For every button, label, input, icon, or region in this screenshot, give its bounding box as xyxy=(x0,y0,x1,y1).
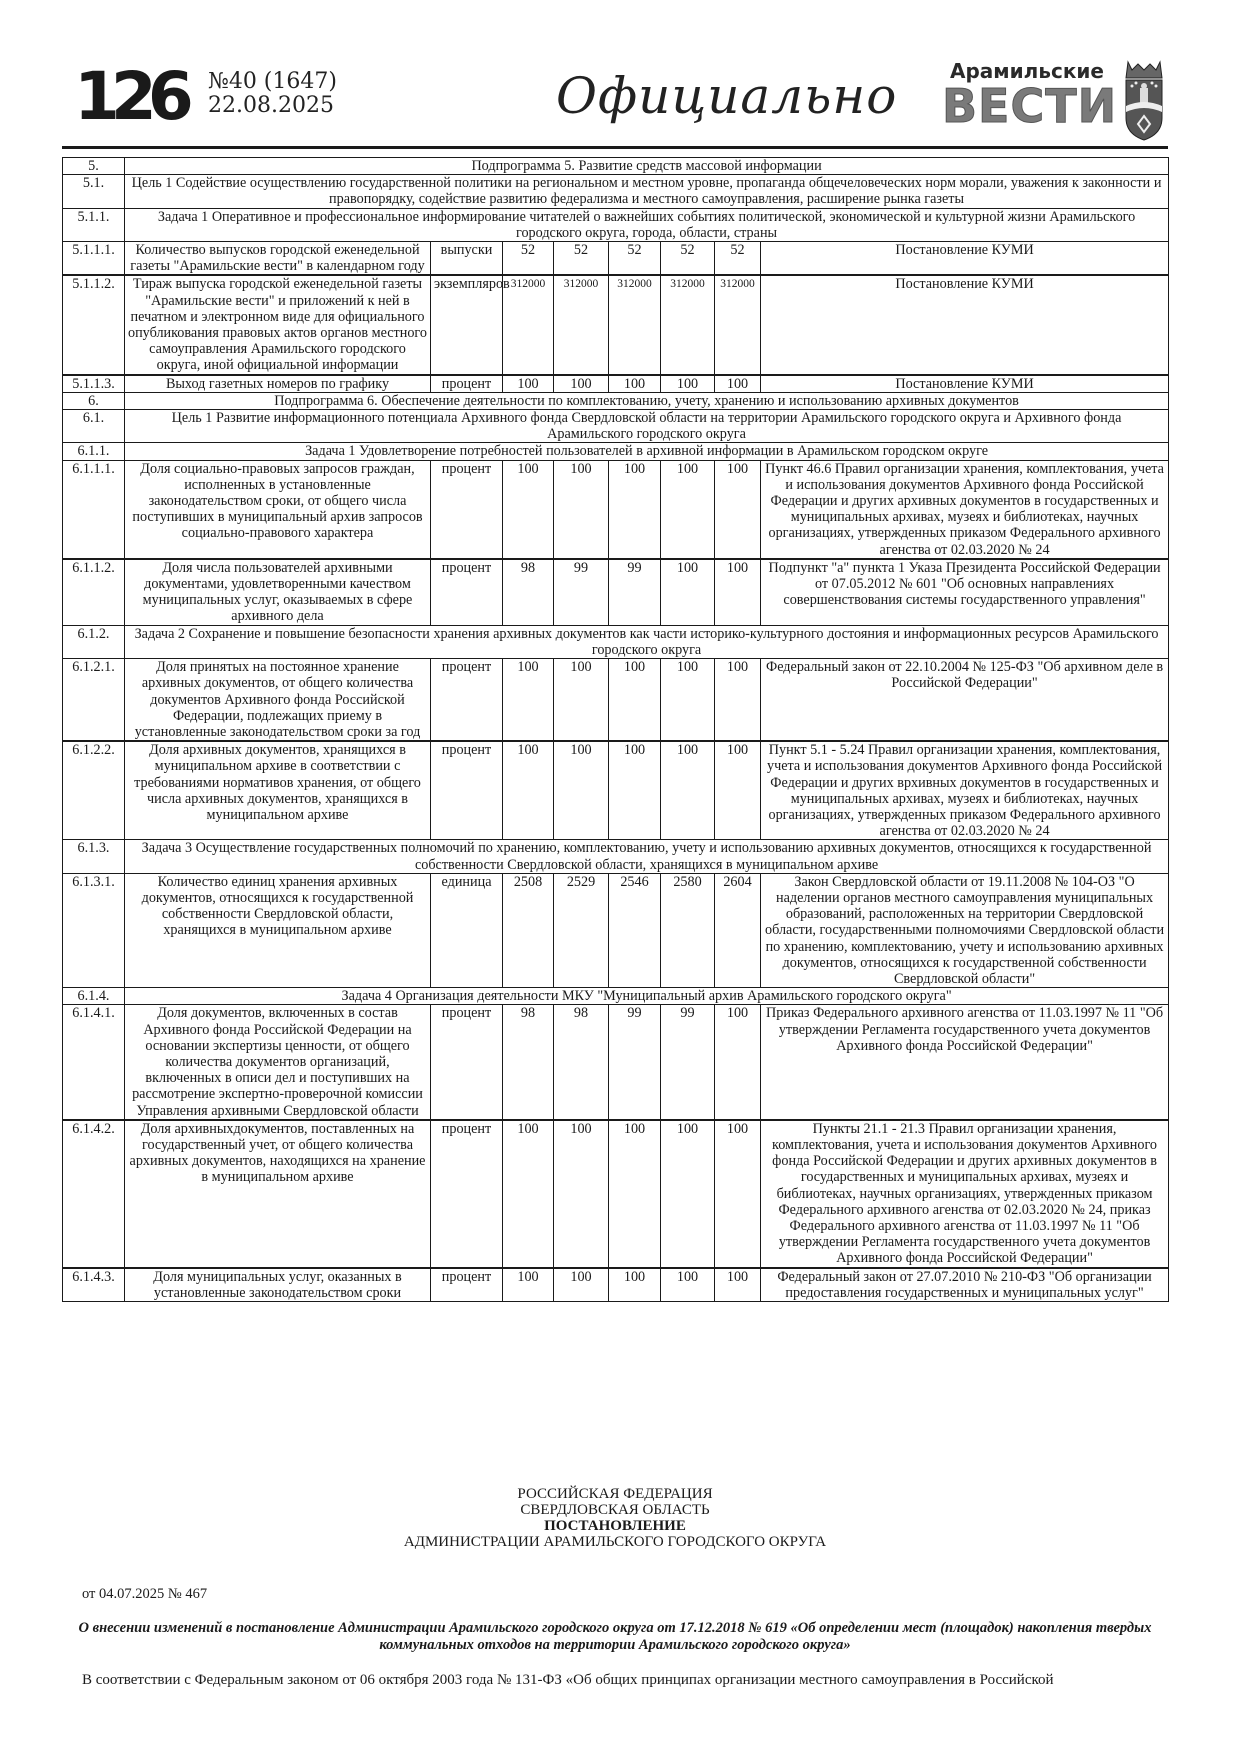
legal-basis: Пункт 46.6 Правил организации хранения, комплектования, учета и использования документов Архивного фонда Российской Федерации и других архивных документов в государственных и муниципальных архивах, музеях и библиотеках, научных организациях, утвержденных приказом Федерального архивного агенства от 02.03.2020 № 24 xyxy=(761,460,1169,559)
value-cell: 99 xyxy=(554,559,609,625)
row-number: 6.1.3.1. xyxy=(63,873,125,987)
row-number: 6.1.4.2. xyxy=(63,1120,125,1268)
legal-basis: Федеральный закон от 22.10.2004 № 125-ФЗ "Об архивном деле в Российской Федерации" xyxy=(761,659,1169,742)
table-row xyxy=(63,1268,1169,1302)
table-row xyxy=(63,375,1169,393)
value-cell: 100 xyxy=(661,741,715,840)
row-number: 6.1.1. xyxy=(63,443,125,460)
value-cell: 100 xyxy=(609,375,661,393)
coat-of-arms-icon xyxy=(1122,60,1166,142)
indicators-table xyxy=(62,157,1169,1302)
decree-body: В соответствии с Федеральным законом от 06 октября 2003 года № 131-ФЗ «Об общих принципах организации местного самоуправления в Российской xyxy=(82,1672,1054,1688)
section-title: Официально xyxy=(556,67,898,125)
value-cell: 100 xyxy=(503,659,554,742)
section-row xyxy=(63,988,1169,1005)
legal-basis: Постановление КУМИ xyxy=(761,242,1169,276)
indicator-description: Тираж выпуска городской еженедельной газеты "Арамильские вести" и приложений к ней в печатном и электронном виде для официального опубликования правовых актов органов местного самоуправления Арамильского городского округа, иной официальной информации xyxy=(125,275,431,374)
row-number: 5.1.1.3. xyxy=(63,375,125,393)
table-row xyxy=(63,741,1169,840)
value-cell: 2508 xyxy=(503,873,554,987)
row-number: 5.1.1. xyxy=(63,208,125,241)
page-number: 126 xyxy=(74,58,185,135)
value-cell: 100 xyxy=(661,460,715,559)
unit-cell: процент xyxy=(431,741,503,840)
section-heading: Задача 1 Оперативное и профессиональное информирование читателей о важнейших событиях политической, экономической и культурной жизни Арамильского городского округа, города, области, страны xyxy=(125,208,1169,241)
row-number: 5.1.1.1. xyxy=(63,242,125,276)
header-rule xyxy=(62,146,1168,149)
section-heading: Подпрограмма 5. Развитие средств массовой информации xyxy=(125,158,1169,175)
row-number: 6.1.2. xyxy=(63,625,125,658)
unit-cell: процент xyxy=(431,1005,503,1120)
indicator-description: Выход газетных номеров по графику xyxy=(125,375,431,393)
row-number: 6.1.3. xyxy=(63,840,125,873)
unit-cell: процент xyxy=(431,559,503,625)
logo-main-text: ВЕСТИ xyxy=(942,79,1118,133)
value-cell: 100 xyxy=(554,1268,609,1302)
value-cell: 100 xyxy=(661,559,715,625)
section-row xyxy=(63,625,1169,658)
value-cell: 98 xyxy=(554,1005,609,1120)
value-cell: 2529 xyxy=(554,873,609,987)
issue-date: 22.08.2025 xyxy=(208,93,334,118)
table-row xyxy=(63,275,1169,374)
table-row xyxy=(63,1120,1169,1268)
value-cell: 100 xyxy=(609,460,661,559)
value-cell: 100 xyxy=(554,460,609,559)
indicator-description: Доля принятых на постоянное хранение архивных документов, от общего количества документов Архивного фонда Российской Федерации, подлежащих приему в установленные законодательством сроки за год xyxy=(125,659,431,742)
row-number: 5.1.1.2. xyxy=(63,275,125,374)
table-row xyxy=(63,460,1169,559)
value-cell: 100 xyxy=(503,1268,554,1302)
section-heading: Задача 3 Осуществление государственных полномочий по хранению, комплектованию, учету и использованию архивных документов, относящихся к государственной собственности Свердловской области, хранящихся в муниципальном архиве xyxy=(125,840,1169,873)
table-row xyxy=(63,873,1169,987)
legal-basis: Федеральный закон от 27.07.2010 № 210-ФЗ "Об организации предоставления государственных и муниципальных услуг" xyxy=(761,1268,1169,1302)
value-cell: 312000 xyxy=(715,275,761,374)
unit-cell: процент xyxy=(431,1268,503,1302)
value-cell: 100 xyxy=(554,659,609,742)
decree-subject: О внесении изменений в постановление Администрации Арамильского городского округа от 17.12.2018 № 619 «Об определении мест (площадок) накопления твердых коммунальных отходов на территории Арамильского городского округа» xyxy=(78,1620,1152,1653)
section-row xyxy=(63,158,1169,175)
row-number: 6.1.1.1. xyxy=(63,460,125,559)
value-cell: 100 xyxy=(715,659,761,742)
value-cell: 312000 xyxy=(609,275,661,374)
section-heading: Задача 2 Сохранение и повышение безопасности хранения архивных документов как части историко-культурного достояния и информационных ресурсов Арамильского городского округа xyxy=(125,625,1169,658)
value-cell: 99 xyxy=(609,1005,661,1120)
section-heading: Цель 1 Развитие информационного потенциала Архивного фонда Свердловской области на территории Арамильского городского округа и Архивного фонда Арамильского городского округа xyxy=(125,410,1169,443)
unit-cell: единица xyxy=(431,873,503,987)
table-body xyxy=(63,158,1169,1302)
value-cell: 52 xyxy=(661,242,715,276)
value-cell: 100 xyxy=(503,1120,554,1268)
value-cell: 100 xyxy=(503,460,554,559)
value-cell: 100 xyxy=(715,375,761,393)
masthead xyxy=(62,48,1168,146)
legal-basis: Приказ Федерального архивного агенства от 11.03.1997 № 11 "Об утверждении Регламента государственного учета документов Архивного фонда Российской Федерации" xyxy=(761,1005,1169,1120)
value-cell: 98 xyxy=(503,1005,554,1120)
value-cell: 100 xyxy=(661,1120,715,1268)
row-number: 6.1.2.2. xyxy=(63,741,125,840)
value-cell: 100 xyxy=(661,1268,715,1302)
legal-basis: Закон Свердловской области от 19.11.2008 № 104-ОЗ "О наделении органов местного самоуправления муниципальных образований, расположенных на территории Свердловской области, государственными полномочиями Свердловской области по хранению, комплектованию, учету и использованию архивных документов, относящихся к государственной собственности Свердловской области" xyxy=(761,873,1169,987)
row-number: 5. xyxy=(63,158,125,175)
value-cell: 52 xyxy=(554,242,609,276)
issue-number: №40 (1647) xyxy=(208,69,337,94)
row-number: 6.1.4. xyxy=(63,988,125,1005)
section-heading: Цель 1 Содействие осуществлению государственной политики на региональном и местном уровне, пропаганда общечеловеческих норм морали, уважения к законности и правопорядку, содействие развитию федерализма и местного самоуправления, расширение рынка газеты xyxy=(125,175,1169,208)
value-cell: 99 xyxy=(609,559,661,625)
value-cell: 100 xyxy=(503,741,554,840)
row-number: 5.1. xyxy=(63,175,125,208)
indicator-description: Доля муниципальных услуг, оказанных в установленные законодательством сроки xyxy=(125,1268,431,1302)
decree-header xyxy=(62,1486,1168,1550)
table-row xyxy=(63,659,1169,742)
value-cell: 52 xyxy=(609,242,661,276)
unit-cell: процент xyxy=(431,1120,503,1268)
value-cell: 100 xyxy=(503,375,554,393)
value-cell: 99 xyxy=(661,1005,715,1120)
value-cell: 100 xyxy=(715,460,761,559)
legal-basis: Подпункт "а" пункта 1 Указа Президента Российской Федерации от 07.05.2012 № 601 "Об основных направлениях совершенствования системы государственного управления" xyxy=(761,559,1169,625)
legal-basis: Пункт 5.1 - 5.24 Правил организации хранения, комплектования, учета и использования документов Архивного фонда Российской Федерации и других врхивных документов в государственных и муниципальных архивах, музеях и библиотеках, научных организациях, утвержденных приказом Федерального архивного агенства от 02.03.2020 № 24 xyxy=(761,741,1169,840)
value-cell: 2604 xyxy=(715,873,761,987)
value-cell: 100 xyxy=(609,1120,661,1268)
legal-basis: Пункты 21.1 - 21.3 Правил организации хранения, комплектования, учета и использования документов Архивного фонда Российской Федерации и других архивных документов в государственных и муниципальных архивах, музеях и библиотеках, научных организациях, утвержденных приказом Федерального архивного агенства от 02.03.2020 № 24, приказ Федерального архивного агенства от 11.03.1997 № 11 "Об утверждении Регламента государственного учета документов Архивного фонда Российской Федерации" xyxy=(761,1120,1169,1268)
row-number: 6. xyxy=(63,392,125,409)
issue-info xyxy=(208,70,337,118)
value-cell: 100 xyxy=(609,659,661,742)
row-number: 6.1. xyxy=(63,410,125,443)
table-row xyxy=(63,1005,1169,1120)
row-number: 6.1.1.2. xyxy=(63,559,125,625)
value-cell: 100 xyxy=(715,1120,761,1268)
value-cell: 52 xyxy=(503,242,554,276)
section-row xyxy=(63,208,1169,241)
value-cell: 100 xyxy=(715,741,761,840)
unit-cell: экземпляров xyxy=(431,275,503,374)
section-row xyxy=(63,443,1169,460)
indicator-description: Доля архивныхдокументов, поставленных на государственный учет, от общего количества архивных документов, находящихся на хранение в муниципальном архиве xyxy=(125,1120,431,1268)
row-number: 6.1.2.1. xyxy=(63,659,125,742)
table-row xyxy=(63,242,1169,276)
value-cell: 100 xyxy=(554,741,609,840)
row-number: 6.1.4.3. xyxy=(63,1268,125,1302)
indicator-description: Количество единиц хранения архивных документов, относящихся к государственной собственности Свердловской области, хранящихся в муниципальном архиве xyxy=(125,873,431,987)
value-cell: 100 xyxy=(554,1120,609,1268)
newspaper-logo xyxy=(942,59,1118,133)
decree-authority: АДМИНИСТРАЦИИ АРАМИЛЬСКОГО ГОРОДСКОГО ОКРУГА xyxy=(403,1534,827,1550)
legal-basis: Постановление КУМИ xyxy=(761,275,1169,374)
value-cell: 100 xyxy=(715,1005,761,1120)
row-number: 6.1.4.1. xyxy=(63,1005,125,1120)
value-cell: 100 xyxy=(661,659,715,742)
section-row xyxy=(63,840,1169,873)
value-cell: 312000 xyxy=(503,275,554,374)
section-heading: Подпрограмма 6. Обеспечение деятельности по комплектованию, учету, хранению и использованию архивных документов xyxy=(125,392,1169,409)
section-heading: Задача 1 Удовлетворение потребностей пользователей в архивной информации в Арамильском городском округе xyxy=(125,443,1169,460)
value-cell: 52 xyxy=(715,242,761,276)
indicator-description: Доля архивных документов, хранящихся в муниципальном архиве в соответствии с требованиями нормативов хранения, от общего числа архивных документов, хранящихся в муниципальном архиве xyxy=(125,741,431,840)
decree-region: СВЕРДЛОВСКАЯ ОБЛАСТЬ xyxy=(520,1502,710,1518)
unit-cell: процент xyxy=(431,460,503,559)
value-cell: 100 xyxy=(554,375,609,393)
indicator-description: Доля числа пользователей архивными документами, удовлетворенными качеством муниципальных услуг, оказываемых в сфере архивного дела xyxy=(125,559,431,625)
indicator-description: Доля социально-правовых запросов граждан, исполненных в установленные законодательством сроки, от общего числа поступивших в муниципальный архив запросов социально-правового характера xyxy=(125,460,431,559)
unit-cell: процент xyxy=(431,659,503,742)
value-cell: 2580 xyxy=(661,873,715,987)
value-cell: 100 xyxy=(715,1268,761,1302)
unit-cell: процент xyxy=(431,375,503,393)
section-row xyxy=(63,392,1169,409)
unit-cell: выпуски xyxy=(431,242,503,276)
decree-type: ПОСТАНОВЛЕНИЕ xyxy=(544,1518,686,1534)
section-row xyxy=(63,410,1169,443)
logo-top-text: Арамильские xyxy=(950,59,1104,83)
legal-basis: Постановление КУМИ xyxy=(761,375,1169,393)
value-cell: 312000 xyxy=(554,275,609,374)
value-cell: 2546 xyxy=(609,873,661,987)
indicator-description: Доля документов, включенных в состав Архивного фонда Российской Федерации на основании экспертизы ценности, от общего количества документов организаций, включенных в описи дел и поступивших на рассмотрение экспертно-проверочной комиссии Управления архивными Свердловской области xyxy=(125,1005,431,1120)
section-row xyxy=(63,175,1169,208)
indicator-description: Количество выпусков городской еженедельной газеты "Арамильские вести" в календарном году xyxy=(125,242,431,276)
value-cell: 100 xyxy=(609,1268,661,1302)
table-row xyxy=(63,559,1169,625)
section-heading: Задача 4 Организация деятельности МКУ "Муниципальный архив Арамильского городского округа" xyxy=(125,988,1169,1005)
value-cell: 98 xyxy=(503,559,554,625)
decree-date: от 04.07.2025 № 467 xyxy=(82,1586,208,1602)
decree-country: РОССИЙСКАЯ ФЕДЕРАЦИЯ xyxy=(517,1486,713,1502)
value-cell: 100 xyxy=(609,741,661,840)
value-cell: 312000 xyxy=(661,275,715,374)
value-cell: 100 xyxy=(661,375,715,393)
value-cell: 100 xyxy=(715,559,761,625)
